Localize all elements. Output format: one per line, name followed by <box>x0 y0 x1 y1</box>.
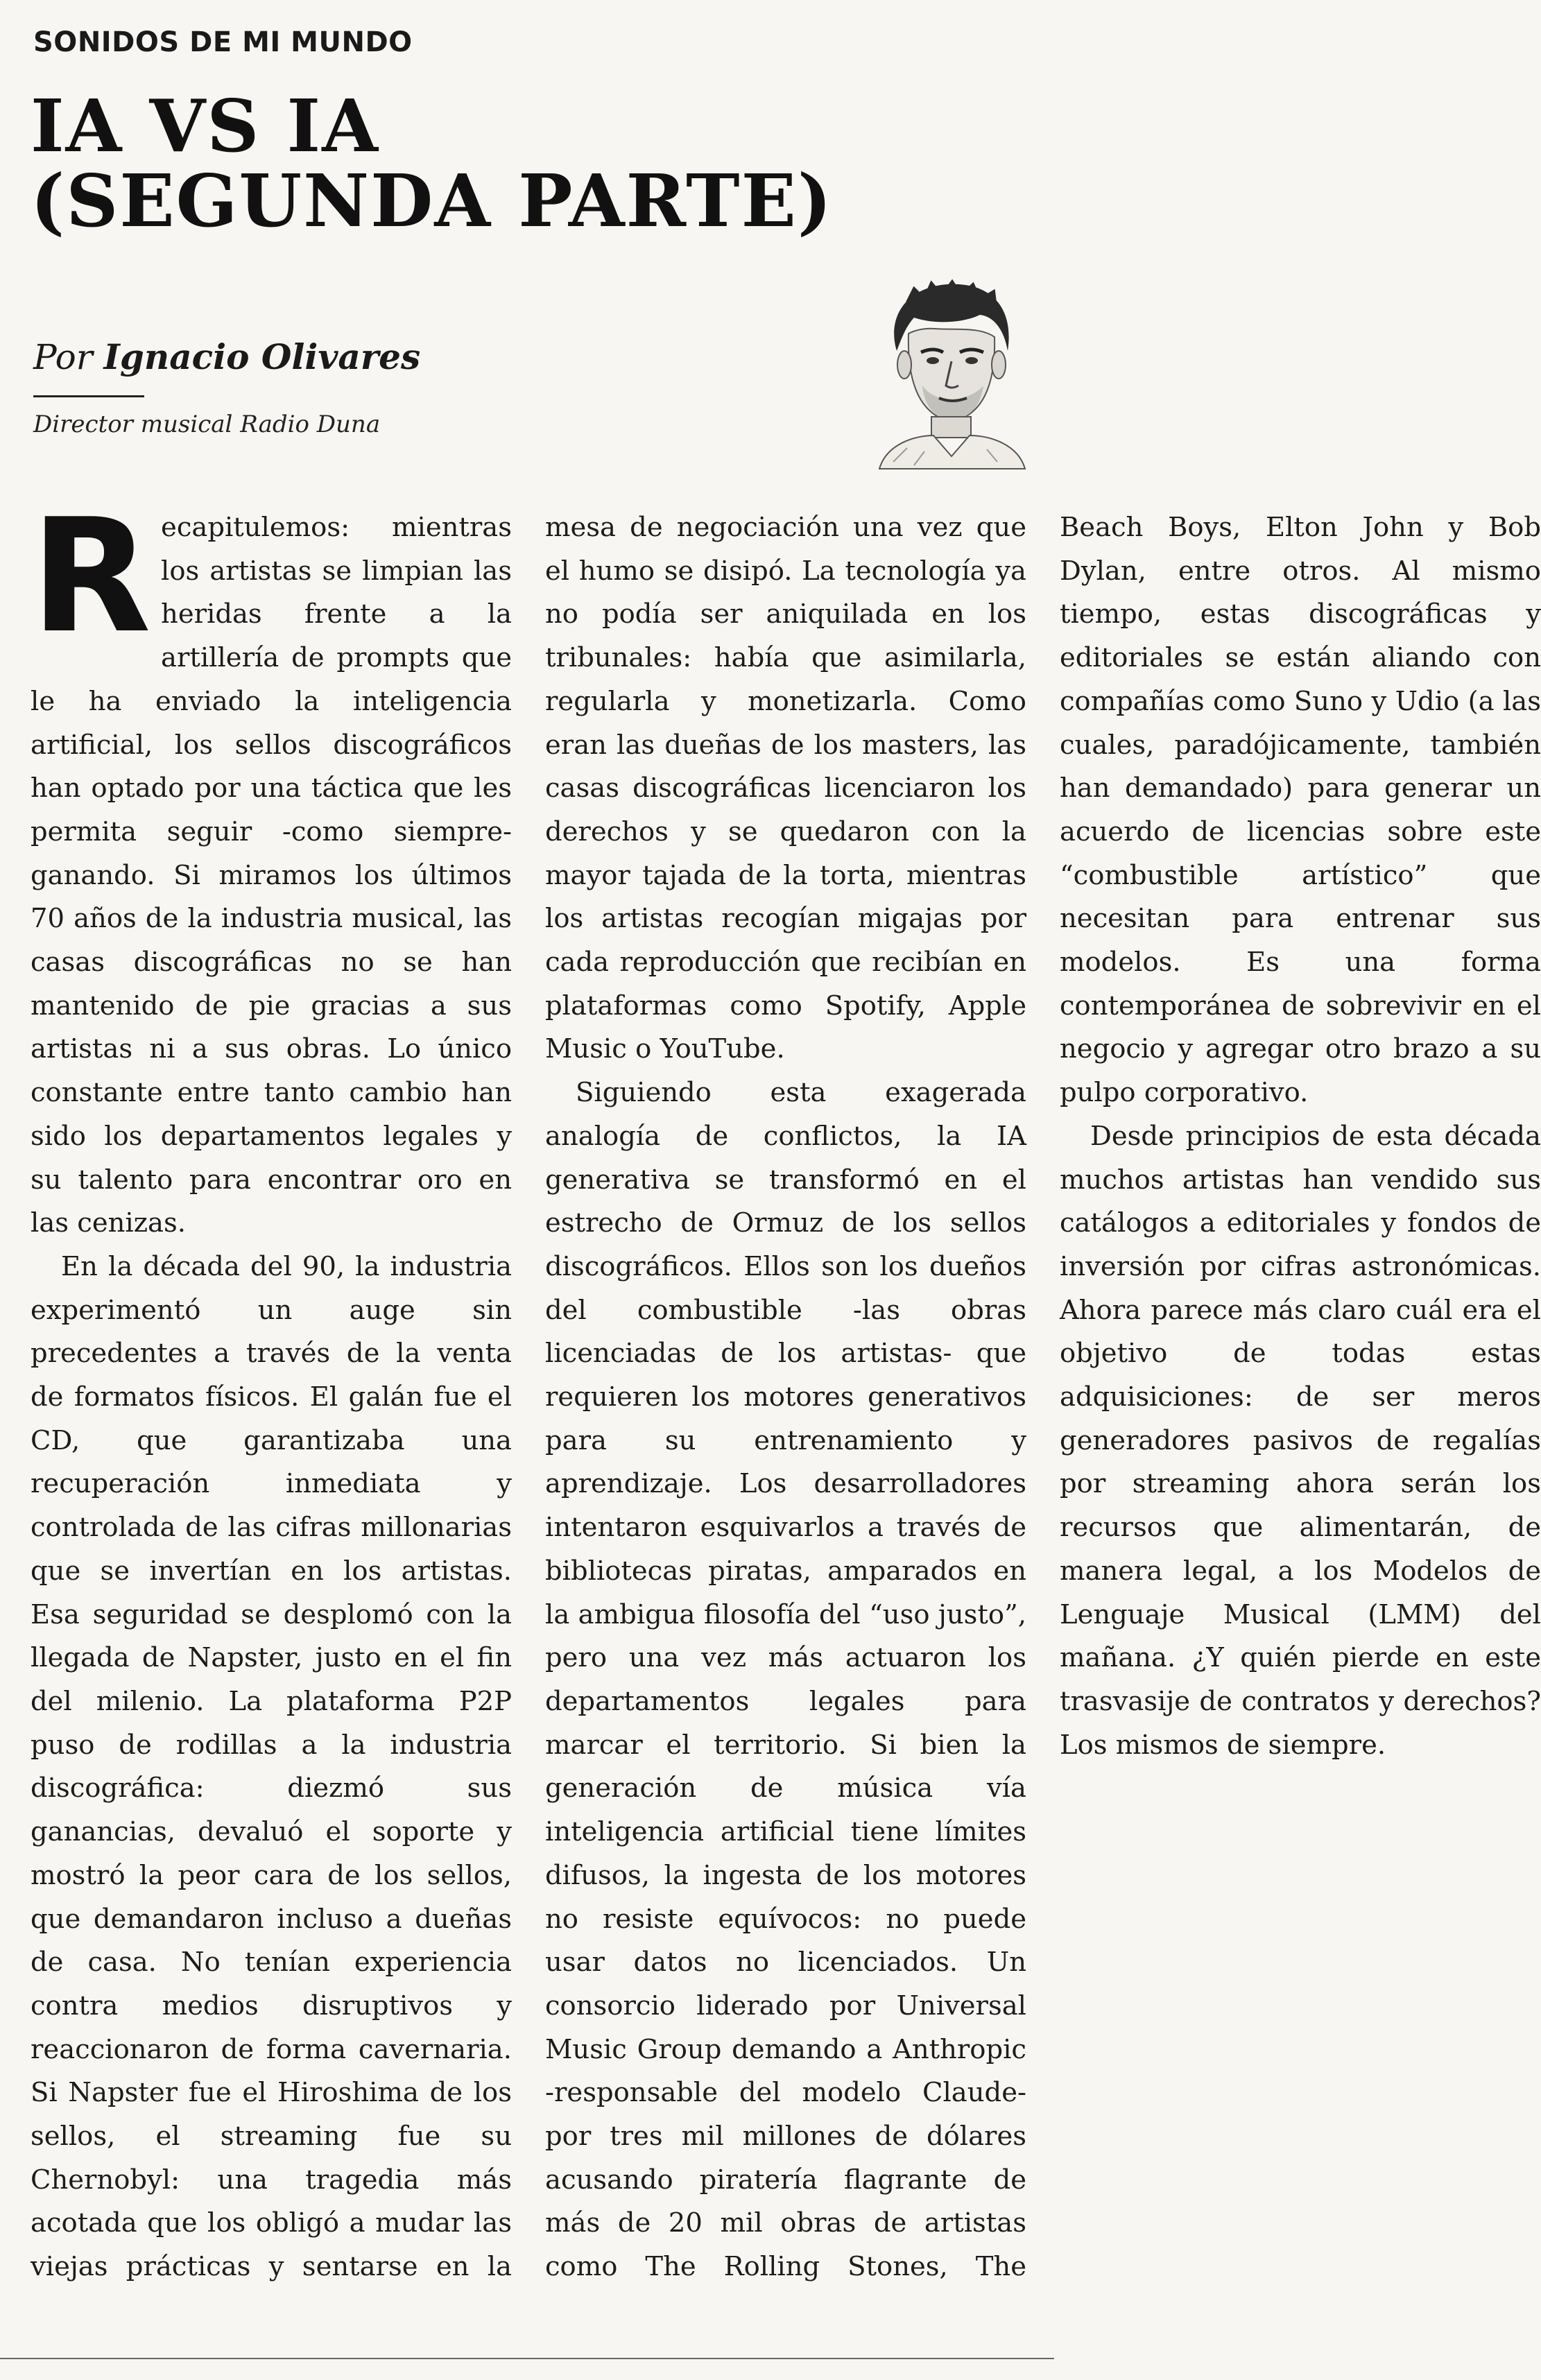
paragraph-3: Siguiendo esta exagerada analogía de conflictos, la IA generativa se transformó en el estrecho de Ormuz de los sellos discográficos. Ellos son los dueños del combustible -las obras licenciadas de los artistas- que requieren los motores generativos para su entrenamiento y aprendizaje. Los desarrolladores intentaron esquivarlos a través de bibliotecas piratas, amparados en la ambigua filosofía del “uso justo”, pero una vez más actuaron los departamentos legales para marcar el territorio. Si bien la generación de música vía inteligencia artificial tiene límites difusos, la ingesta de los motores no resiste equívocos: no puede usar datos no licenciados. Un consorcio liderado por Universal Music Group demando a Anthropic -responsable del modelo Claude- por tres mil millones de dólares acusando piratería flagrante de más de 20 mil obras de artistas como The Rolling Stones, The Beach Boys, Elton John y Bob Dylan, entre otros. Al mismo tiempo, estas discográficas y editoriales se están aliando con compañías como Suno y Udio (a las cuales, paradójicamente, también han demandado) para generar un acuerdo de licencias sobre este “combustible artístico” que necesitan para entrenar sus modelos. Es una forma contemporánea de sobrevivir en el negocio y agregar otro brazo a su pulpo corporativo. <box>545 512 1541 2283</box>
headline-line-1: IA VS IA <box>31 83 379 169</box>
author-name: Ignacio Olivares <box>103 336 421 377</box>
paragraph-2: En la década del 90, la industria experimentó un auge sin precedentes a través de la venta de formatos físicos. El galán fue el CD, que garantizaba una recuperación inmediata y controlada de las cifras millonarias que se invertían en los artistas. Esa seguridad se desplomó con la llegada de Napster, justo en el fin del milenio. La plataforma P2P puso de rodillas a la industria discográfica: diezmó sus ganancias, devaluó el soporte y mostró la peor cara de los sellos, que demandaron incluso a dueñas de casa. No tenían experiencia contra medios disruptivos y reaccionaron de forma cavernaria. Si Napster fue el Hiroshima de los sellos, el streaming fue su Chernobyl: una tragedia más acotada que los obligó a mudar las viejas prácticas y sentarse en la mesa de negociación una vez que el humo se disipó. La tecnología ya no podía ser aniquilada en los tribunales: había que asimilarla, regularla y monetizarla. Como eran las dueñas de los masters, las casas discográficas licenciaron los derechos y se quedaron con la mayor tajada de la torta, mientras los artistas recogían migajas por cada reproducción que recibían en plataformas como Spotify, Apple Music o YouTube. <box>31 512 1026 2283</box>
paragraph-1 <box>31 485 512 1245</box>
bottom-divider <box>0 2358 1054 2359</box>
section-label: SONIDOS DE MI MUNDO <box>33 26 413 58</box>
article-body <box>31 485 1541 2323</box>
byline <box>33 336 420 377</box>
author-role: Director musical Radio Duna <box>33 411 381 438</box>
paragraph-1-text: ecapitulemos: mientras los artistas se limpian las heridas frente a la artillería de prompts que le ha enviado la inteligencia artificial, los sellos discográficos han optado por una táctica que les permita seguir -como siempre- ganando. Si miramos los últimos 70 años de la industria musical, las casas discográficas no se han mantenido de pie gracias a sus artistas ni a sus obras. Lo único constante entre tanto cambio han sido los departamentos legales y su talento para encontrar oro en las cenizas. <box>31 512 512 1239</box>
byline-divider <box>33 395 144 397</box>
drop-cap: R <box>31 485 152 668</box>
author-portrait <box>866 275 1032 469</box>
byline-prefix: Por <box>33 337 93 377</box>
headline <box>31 83 932 243</box>
paragraph-4: Desde principios de esta década muchos artistas han vendido sus catálogos a editoriales y fondos de inversión por cifras astronómicas. Ahora parece más claro cuál era el objetivo de todas estas adquisiciones: de ser meros generadores pasivos de regalías por streaming ahora serán los recursos que alimentarán, de manera legal, a los Modelos de Lenguaje Musical (LMM) del mañana. ¿Y quién pierde en este trasvasije de contratos y derechos? Los mismos de siempre. <box>1060 1120 1541 1761</box>
headline-line-2: (SEGUNDA PARTE) <box>31 158 834 243</box>
